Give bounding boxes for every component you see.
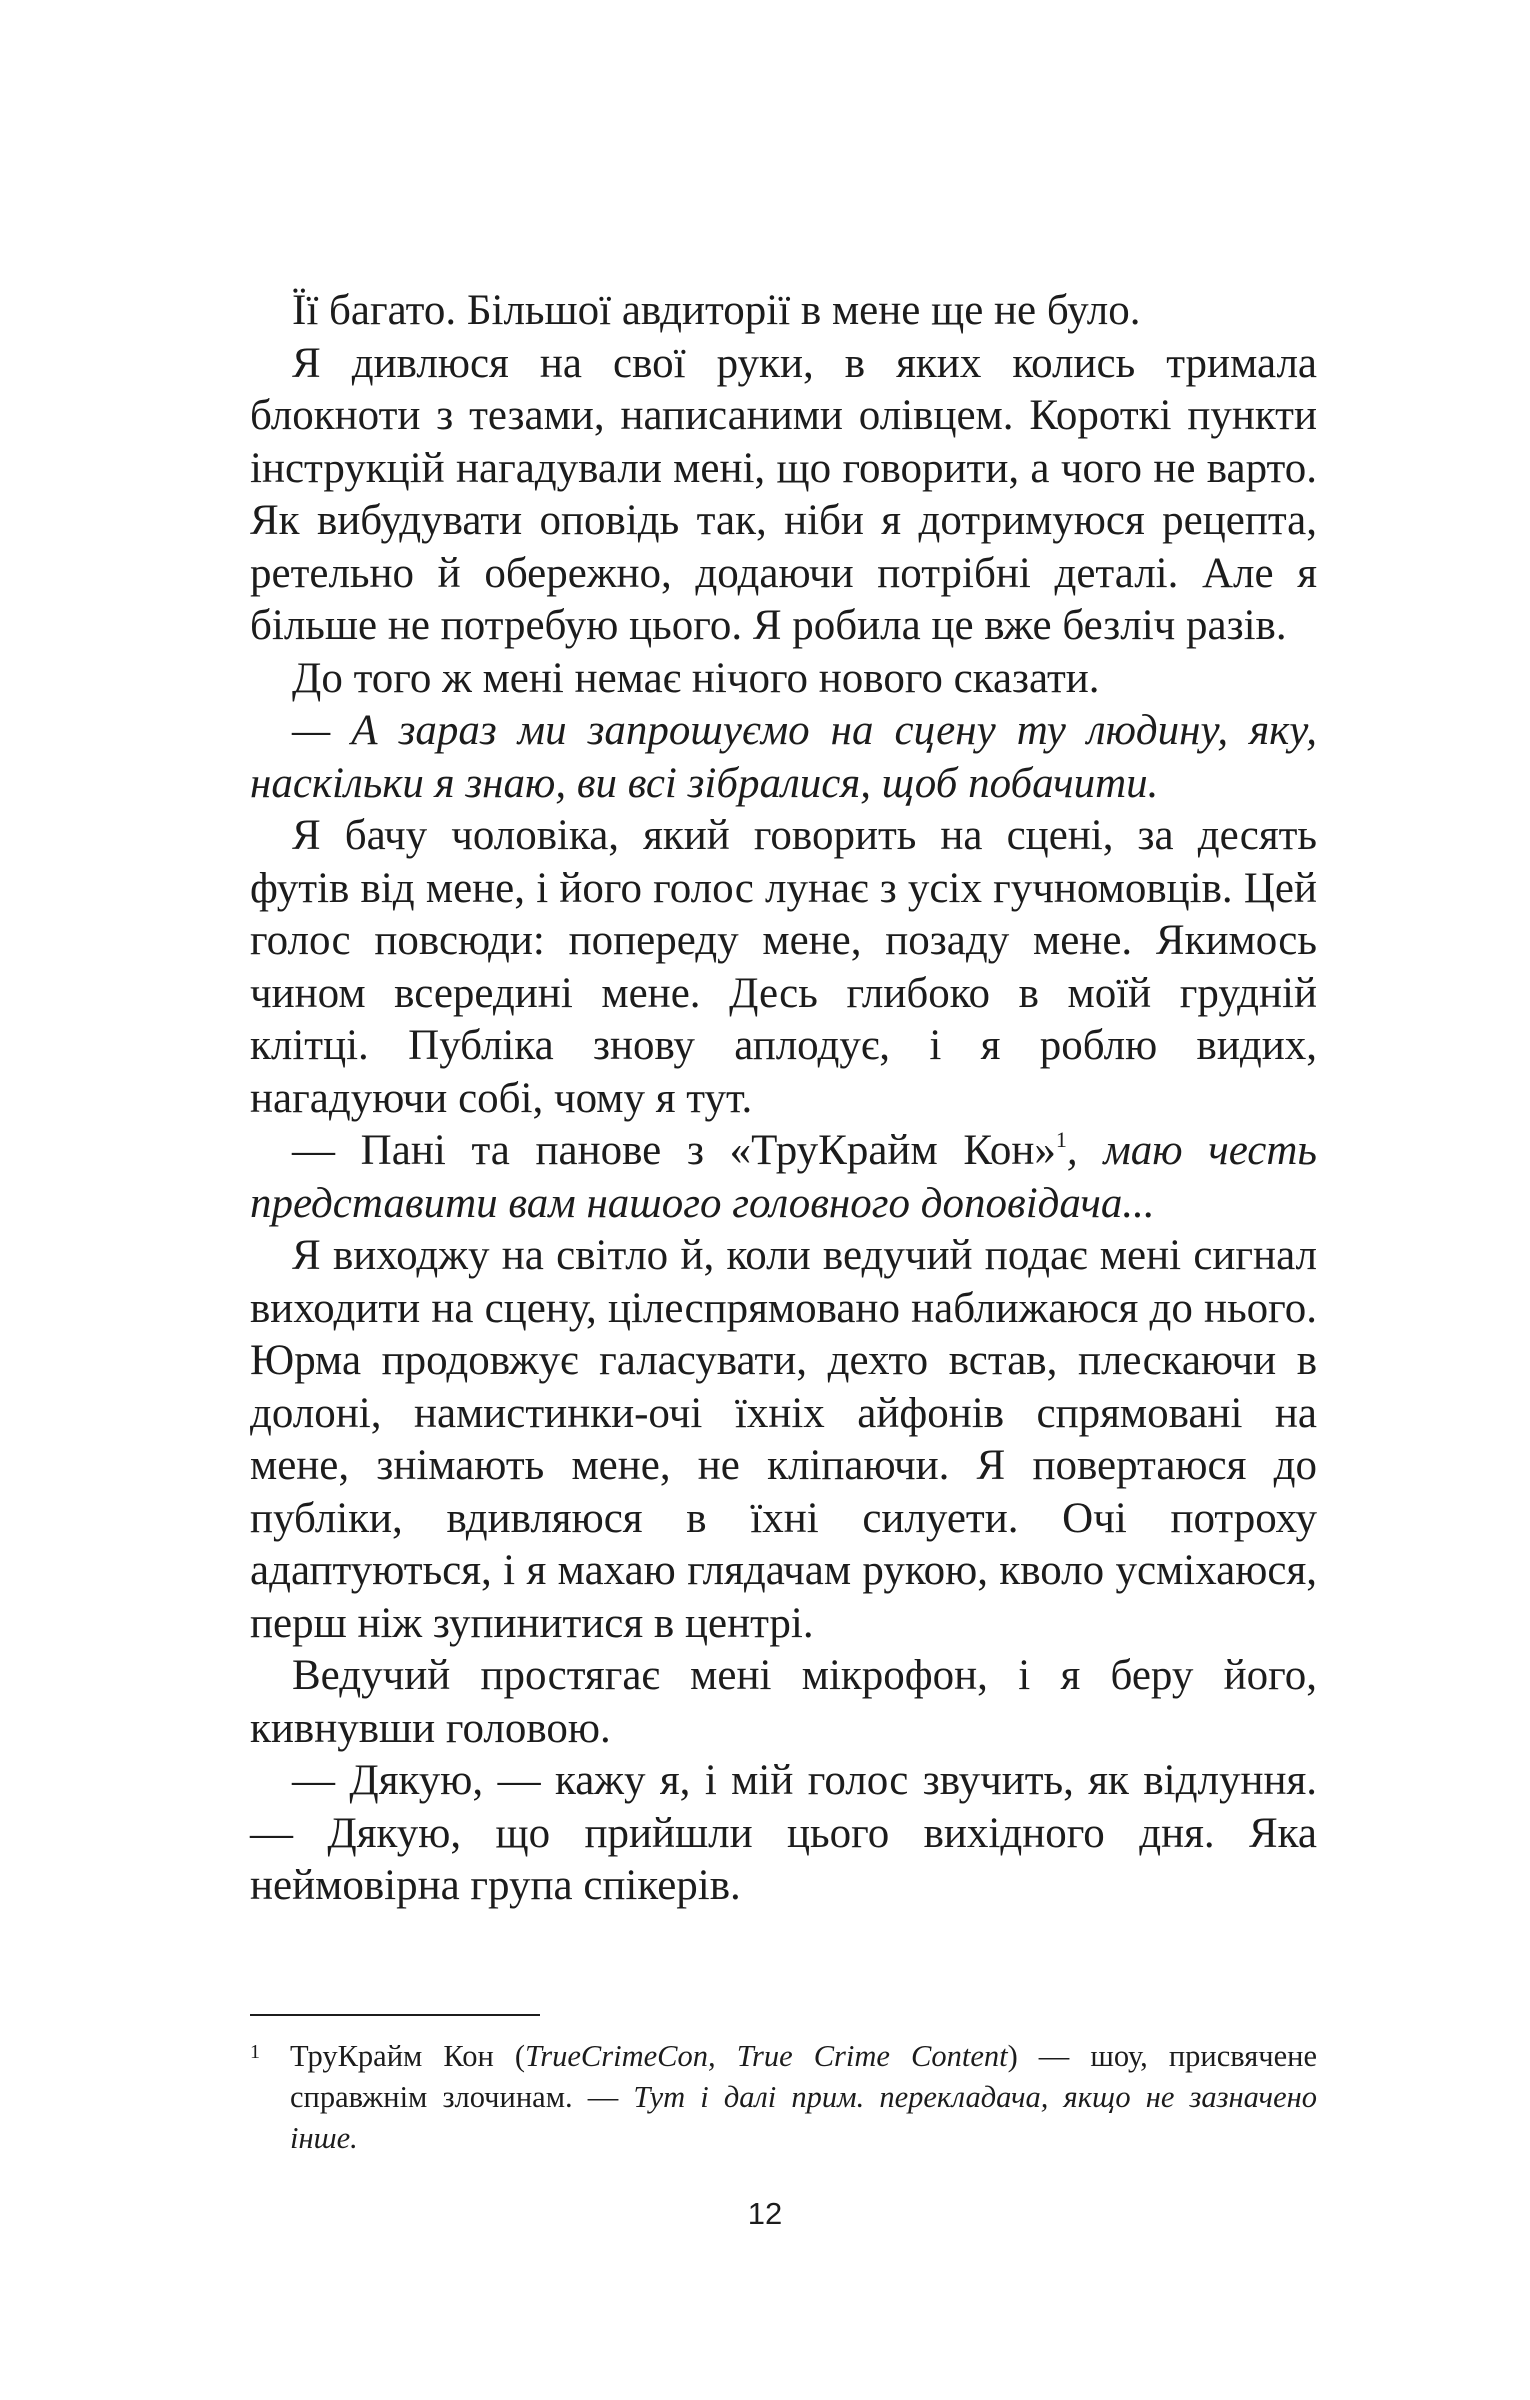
body-text: [250, 285, 1317, 1913]
page-number: 12: [747, 2196, 783, 2231]
footnote-text: [290, 2036, 1317, 2159]
paragraph-2: Я дивлюся на свої руки, в яких колись тримала блокноти з тезами, написаними олівцем. Короткі пункти інструкцій нагадували мені, що говорити, а чого не варто. Як вибудувати оповідь так, ніби я дотримуюся рецепта, ретельно й обережно, додаючи потрібні деталі. Але я більше не потребую цього. Я робила це вже безліч разів.: [250, 339, 1317, 649]
footnote-text-b: TrueCrimeCon, True Crime Content: [525, 2039, 1008, 2073]
announcer-speech: — А зараз ми запрошуємо на сцену ту людину, яку, наскільки я знаю, ви всі зібралися, щоб побачити.: [250, 707, 1317, 807]
announcer-lead: — Пані та панове з «ТруКрайм Кон»: [292, 1127, 1056, 1174]
footnote-divider: [250, 2014, 540, 2016]
footnote-reference[interactable]: 1: [1055, 1127, 1067, 1152]
footnote-text-c: ) — шоу, присвячене справжнім злочинам. —: [290, 2039, 1318, 2114]
footnote: [250, 2036, 1317, 2159]
paragraph-1: Її багато. Більшої авдиторії в мене ще не було.: [292, 287, 1141, 334]
paragraph-8: Ведучий простягає мені мікрофон, і я беру його, кивнувши головою.: [250, 1652, 1317, 1752]
footnote-text-d: Тут і далі прим. перекладача, якщо не зазначено інше.: [290, 2080, 1317, 2155]
paragraph-9: — Дякую, — кажу я, і мій голос звучить, як відлуння. — Дякую, що прийшли цього вихідного дня. Яка неймовірна група спікерів.: [250, 1757, 1317, 1909]
paragraph-3: До того ж мені немає нічого нового сказати.: [292, 654, 1100, 702]
footnote-text-a: ТруКрайм Кон (: [290, 2039, 525, 2073]
paragraph-5: Я бачу чоловіка, який говорить на сцені, за десять футів від мене, і його голос лунає з усіх гучномовців. Цей голос повсюди: попереду мене, позаду мене. Якимось чином всередині мене. Десь глибоко в моїй грудній клітці. Публіка знову аплодує, і я роблю видих, нагадуючи собі, чому я тут.: [250, 812, 1317, 1122]
paragraph-6: [250, 1125, 1317, 1230]
paragraph-7: Я виходжу на світло й, коли ведучий подає мені сигнал виходити на сцену, цілеспрямовано наближаюся до нього. Юрма продовжує галасувати, дехто встав, плескаючи в долоні, намистинки-очі їхніх айфонів спрямовані на мене, знімають мене, не кліпаючи. Я повертаюся до публіки, вдивляюся в їхні силуети. Очі потроху адаптуються, і я махаю глядачам рукою, кволо усміхаюся, перш ніж зупинитися в центрі.: [250, 1232, 1317, 1647]
announcer-continuation: , маю честь представити вам нашого головного доповідача...: [250, 1127, 1317, 1227]
footnote-marker: 1: [250, 2041, 260, 2063]
paragraph-4: [250, 705, 1317, 810]
